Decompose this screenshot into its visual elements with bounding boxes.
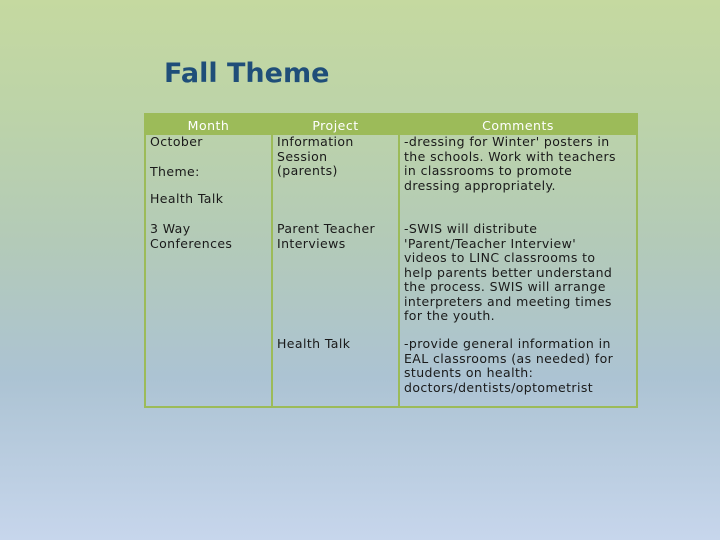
- comment-line: 'Parent/Teacher Interview': [404, 235, 577, 251]
- comment-line: videos to LINC classrooms to: [404, 250, 596, 265]
- project-ptinterview-line1: Parent Teacher: [277, 221, 376, 236]
- header-project: Project: [312, 118, 359, 133]
- table-header-row: [146, 115, 636, 135]
- comment-line: dressing appropriately.: [404, 177, 556, 193]
- project-health-talk: Health Talk: [277, 336, 351, 351]
- comment-line: in classrooms to promote: [404, 163, 573, 178]
- comment-line: -provide general information in: [404, 336, 611, 351]
- comment-line: EAL classrooms (as needed) for: [404, 350, 614, 366]
- comment-line: doctors/dentists/optometrist: [404, 379, 594, 395]
- comment-line: students on health:: [404, 365, 534, 380]
- header-comments: Comments: [482, 118, 554, 133]
- comment-line: -SWIS will distribute: [404, 221, 538, 236]
- comment-line: -dressing for Winter' posters in: [404, 134, 610, 149]
- comment-line: the schools. Work with teachers: [404, 148, 616, 164]
- month-health-talk: Health Talk: [150, 191, 224, 206]
- project-info-line2: Session: [277, 148, 328, 164]
- column-divider: [271, 135, 273, 406]
- project-info-line1: Information: [277, 134, 354, 149]
- comment-line: interpreters and meeting times: [404, 293, 612, 309]
- column-divider: [398, 135, 400, 406]
- month-conferences-line1: 3 Way: [150, 221, 191, 236]
- project-ptinterview-line2: Interviews: [277, 235, 346, 251]
- month-conferences-line2: Conferences: [150, 235, 233, 251]
- project-info-line3: (parents): [277, 163, 338, 178]
- slide-title: Fall Theme: [164, 58, 330, 89]
- comment-line: help parents better understand: [404, 264, 613, 280]
- comment-line: for the youth.: [404, 308, 496, 323]
- comment-line: the process. SWIS will arrange: [404, 279, 606, 294]
- month-theme-label: Theme:: [150, 164, 200, 179]
- fall-theme-table: [144, 113, 638, 408]
- month-october: October: [150, 134, 203, 149]
- header-month: Month: [187, 118, 230, 133]
